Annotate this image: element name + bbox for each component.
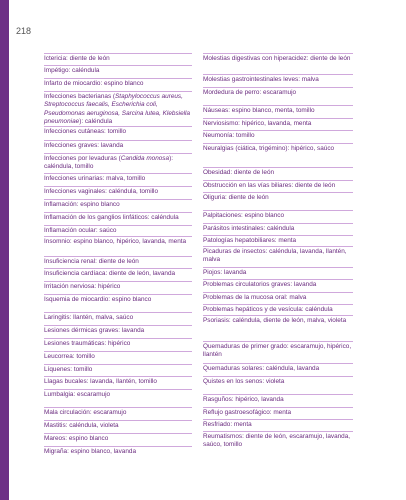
index-entry: Irritación nerviosa: hipérico [44, 283, 121, 290]
index-entry: Mordedura de perro: escaramujo [203, 89, 297, 96]
entry-separator [203, 315, 353, 316]
entry-separator [203, 267, 353, 268]
index-entry: Inflamación de los ganglios linfáticos: caléndula [44, 214, 179, 221]
index-entry: Nerviosismo: hipérico, lavanda, menta [203, 120, 312, 127]
index-entry: Lesiones dérmicas graves: lavanda [44, 327, 145, 334]
entry-separator [203, 87, 353, 88]
index-entry: Rasguños: hipérico, lavanda [203, 396, 284, 403]
index-entry: Infarto de miocardio: espino blanco [44, 80, 144, 87]
index-entry: Problemas circulatorios graves: lavanda [203, 281, 317, 288]
index-entry: Problemas hepáticos y de vesícula: caléndula [203, 306, 333, 313]
index-entry: Insomnio: espino blanco, hipérico, lavanda, menta [44, 238, 187, 245]
index-entry: Infecciones cutáneas: tomillo [44, 128, 127, 135]
index-entry: Leucorrea: tomillo [44, 353, 95, 360]
entry-separator [203, 53, 353, 54]
index-entry: Reumatismos: diente de león, escaramujo, lavanda, saúco, tomillo [203, 433, 351, 449]
index-entry: Llagas bucales: lavanda, llantén, tomillo [44, 378, 157, 385]
entry-separator [203, 180, 353, 181]
index-entry: Lumbalgia: escaramujo [44, 391, 111, 398]
entry-separator [203, 292, 353, 293]
page-number: 218 [16, 26, 32, 36]
entry-separator [203, 304, 353, 305]
entry-separator [203, 210, 353, 211]
index-entry: Laringitis: llantén, malva, saúco [44, 314, 134, 321]
index-entry: Infecciones urinarias: malva, tomillo [44, 175, 146, 182]
index-entry: Infecciones graves: lavanda [44, 142, 124, 149]
index-entry: Psoriasis: caléndula, diente de león, malva, violeta [203, 317, 347, 324]
index-entry: Patologías hepatobiliares: menta [203, 237, 297, 244]
index-entry: Neuralgias (ciática, trigémino): hipérico, saúco [203, 145, 335, 152]
entry-separator [203, 74, 353, 75]
index-entry: Picaduras de insectos: caléndula, lavanda, llantén, malva [203, 248, 347, 264]
entry-separator [203, 376, 353, 377]
entry-separator [203, 223, 353, 224]
index-entry: Problemas de la mucosa oral: malva [203, 294, 307, 301]
entry-separator [203, 407, 353, 408]
entry-separator [203, 105, 353, 106]
index-entry: Obesidad: diente de león [203, 169, 275, 176]
index-entry: Insuficiencia cardíaca: diente de león, lavanda [44, 270, 176, 277]
entry-separator [203, 167, 353, 168]
index-entry: Mala circulación: escaramujo [44, 409, 127, 416]
index-entry: Isquemia de miocardio: espino blanco [44, 296, 152, 303]
index-entry: Piojos: lavanda [203, 269, 247, 276]
index-entry: Obstrucción en las vías biliares: diente de león [203, 182, 336, 189]
entry-separator [203, 118, 353, 119]
index-entry: Quemaduras de primer grado: escaramujo, hipérico, llantén [203, 343, 352, 359]
index-entry: Migraña: espino blanco, lavanda [44, 448, 137, 455]
index-entry: Ictericia: diente de león [44, 55, 110, 62]
index-entry: Quemaduras solares: caléndula, lavanda [203, 365, 320, 372]
entry-separator [203, 431, 353, 432]
entry-separator [203, 341, 353, 342]
entry-separator [203, 246, 353, 247]
index-entry: Insuficiencia renal: diente de león [44, 258, 139, 265]
index-entry: Inflamación: espino blanco [44, 201, 120, 208]
index-entry: Impétigo: caléndula [44, 67, 100, 74]
entry-separator [203, 394, 353, 395]
index-entry: Oliguria: diente de león [203, 194, 269, 201]
entry-separator [203, 130, 353, 131]
index-entry: Mastitis: caléndula, violeta [44, 422, 119, 429]
index-entry: Inflamación ocular: saúco [44, 227, 117, 234]
index-entry: Neumonía: tomillo [203, 132, 255, 139]
index-entry: Parásitos intestinales: caléndula [203, 225, 295, 232]
index-entry: Palpitaciones: espino blanco [203, 212, 285, 219]
index-entry: Infecciones por levaduras (Candida monosa): caléndula, tomillo [44, 155, 173, 171]
index-entry: Molestias gastrointestinales leves: malva [203, 76, 319, 83]
index-entry: Molestias digestivas con hiperacidez: diente de león [203, 55, 351, 62]
entry-separator [203, 363, 353, 364]
index-entry: Resfriado: menta [203, 421, 252, 428]
entry-separator [203, 192, 353, 193]
index-entry: Infecciones vaginales: caléndula, tomillo [44, 188, 159, 195]
entry-separator [203, 279, 353, 280]
index-entry: Mareos: espino blanco [44, 435, 109, 442]
index-entry: Líquenes: tomillo [44, 366, 93, 373]
index-entry: Lesiones traumáticas: hipérico [44, 340, 131, 347]
index-entry: Reflujo gastroesofágico: menta [203, 409, 292, 416]
entry-separator [203, 143, 353, 144]
index-entry: Infecciones bacterianas (Staphylococcus aureus, Streptococcus faecalis, Escherichia coli, Pseudomonas aeruginosa, Sarcina lutea, Klebsiella pneumoniae): caléndula [44, 93, 191, 125]
entry-separator [203, 235, 353, 236]
index-entry: Quistes en los senos: violeta [203, 378, 285, 385]
index-entry: Náuseas: espino blanco, menta, tomillo [203, 107, 315, 114]
entry-separator [203, 419, 353, 420]
